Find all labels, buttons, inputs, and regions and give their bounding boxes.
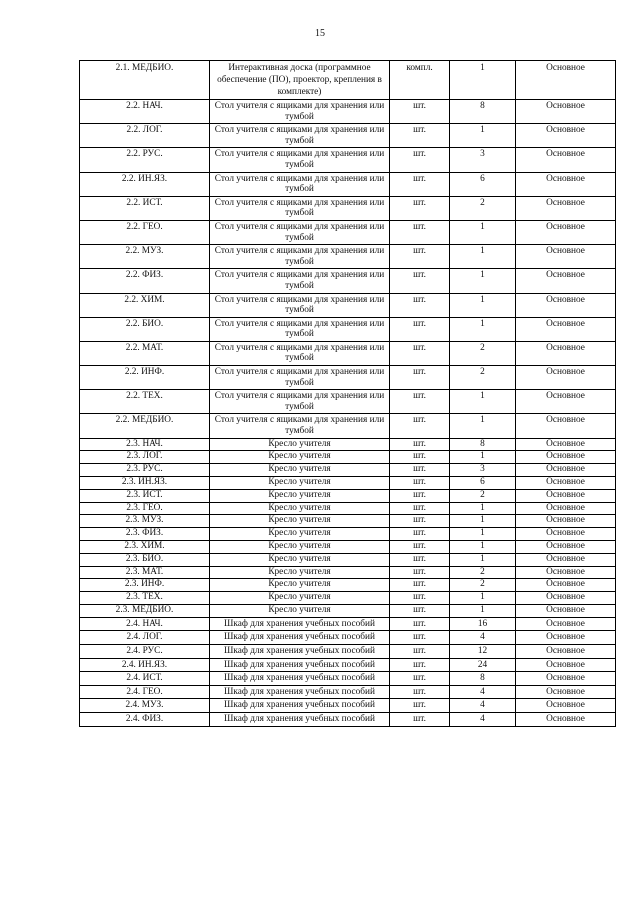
cell-unit: шт. (390, 438, 450, 451)
cell-unit: шт. (390, 489, 450, 502)
cell-name: Шкаф для хранения учебных пособий (210, 631, 390, 645)
cell-code: 2.3. РУС. (80, 464, 210, 477)
cell-unit: шт. (390, 124, 450, 148)
cell-name: Стол учителя с ящиками для хранения или тумбой (210, 220, 390, 244)
cell-code: 2.2. ЛОГ. (80, 124, 210, 148)
cell-name: Кресло учителя (210, 566, 390, 579)
cell-unit: шт. (390, 579, 450, 592)
cell-quantity: 1 (450, 451, 516, 464)
cell-name: Кресло учителя (210, 541, 390, 554)
cell-code: 2.4. ЛОГ. (80, 631, 210, 645)
cell-type: Основное (516, 515, 616, 528)
table-row (80, 390, 616, 414)
table-row (80, 341, 616, 365)
cell-unit: шт. (390, 477, 450, 490)
table-row (80, 477, 616, 490)
cell-code: 2.3. ИНФ. (80, 579, 210, 592)
cell-name: Шкаф для хранения учебных пособий (210, 617, 390, 631)
table-row (80, 245, 616, 269)
cell-code: 2.2. БИО. (80, 317, 210, 341)
cell-type: Основное (516, 712, 616, 726)
cell-name: Стол учителя с ящиками для хранения или тумбой (210, 269, 390, 293)
table-row (80, 566, 616, 579)
cell-name: Стол учителя с ящиками для хранения или тумбой (210, 317, 390, 341)
cell-quantity: 1 (450, 293, 516, 317)
cell-quantity: 24 (450, 658, 516, 672)
cell-type: Основное (516, 317, 616, 341)
cell-quantity: 1 (450, 269, 516, 293)
cell-quantity: 1 (450, 124, 516, 148)
cell-code: 2.2. МУЗ. (80, 245, 210, 269)
cell-name: Стол учителя с ящиками для хранения или тумбой (210, 148, 390, 172)
cell-name: Стол учителя с ящиками для хранения или тумбой (210, 245, 390, 269)
table-row (80, 712, 616, 726)
cell-code: 2.3. ИСТ. (80, 489, 210, 502)
cell-unit: шт. (390, 515, 450, 528)
cell-code: 2.2. РУС. (80, 148, 210, 172)
table-row (80, 672, 616, 686)
cell-code: 2.4. РУС. (80, 644, 210, 658)
cell-type: Основное (516, 293, 616, 317)
cell-type: Основное (516, 414, 616, 438)
cell-quantity: 1 (450, 502, 516, 515)
table-row (80, 685, 616, 699)
cell-quantity: 4 (450, 685, 516, 699)
table-row (80, 293, 616, 317)
cell-name: Стол учителя с ящиками для хранения или тумбой (210, 390, 390, 414)
table-row (80, 317, 616, 341)
cell-unit: шт. (390, 644, 450, 658)
cell-quantity: 1 (450, 317, 516, 341)
cell-code: 2.4. МУЗ. (80, 699, 210, 713)
table-row (80, 269, 616, 293)
cell-code: 2.3. ФИЗ. (80, 528, 210, 541)
cell-code: 2.1. МЕДБИО. (80, 61, 210, 100)
cell-name: Кресло учителя (210, 592, 390, 605)
cell-unit: шт. (390, 541, 450, 554)
cell-unit: шт. (390, 220, 450, 244)
cell-unit: шт. (390, 293, 450, 317)
cell-name: Кресло учителя (210, 438, 390, 451)
cell-unit: шт. (390, 390, 450, 414)
cell-type: Основное (516, 61, 616, 100)
cell-type: Основное (516, 477, 616, 490)
cell-type: Основное (516, 100, 616, 124)
table-row (80, 699, 616, 713)
cell-code: 2.3. ИН.ЯЗ. (80, 477, 210, 490)
cell-type: Основное (516, 489, 616, 502)
cell-name: Кресло учителя (210, 553, 390, 566)
cell-quantity: 8 (450, 672, 516, 686)
cell-unit: компл. (390, 61, 450, 100)
cell-name: Кресло учителя (210, 489, 390, 502)
table-row (80, 528, 616, 541)
table-row (80, 579, 616, 592)
cell-type: Основное (516, 644, 616, 658)
cell-unit: шт. (390, 617, 450, 631)
cell-unit: шт. (390, 196, 450, 220)
cell-name: Стол учителя с ящиками для хранения или тумбой (210, 124, 390, 148)
table-row (80, 366, 616, 390)
cell-code: 2.3. ЛОГ. (80, 451, 210, 464)
cell-type: Основное (516, 592, 616, 605)
table-row (80, 61, 616, 100)
cell-unit: шт. (390, 604, 450, 617)
cell-type: Основное (516, 464, 616, 477)
cell-unit: шт. (390, 245, 450, 269)
cell-code: 2.3. МАТ. (80, 566, 210, 579)
table-row (80, 592, 616, 605)
table-row (80, 148, 616, 172)
cell-name: Стол учителя с ящиками для хранения или тумбой (210, 172, 390, 196)
cell-quantity: 4 (450, 699, 516, 713)
table-row (80, 502, 616, 515)
cell-name: Шкаф для хранения учебных пособий (210, 644, 390, 658)
cell-quantity: 1 (450, 220, 516, 244)
table-row (80, 553, 616, 566)
cell-unit: шт. (390, 658, 450, 672)
cell-name: Шкаф для хранения учебных пособий (210, 712, 390, 726)
table-row (80, 414, 616, 438)
table-row (80, 196, 616, 220)
cell-quantity: 4 (450, 712, 516, 726)
table-row (80, 124, 616, 148)
cell-quantity: 1 (450, 553, 516, 566)
cell-code: 2.4. ФИЗ. (80, 712, 210, 726)
equipment-table-body (80, 61, 616, 727)
cell-name: Стол учителя с ящиками для хранения или тумбой (210, 100, 390, 124)
table-row (80, 617, 616, 631)
table-row (80, 489, 616, 502)
cell-code: 2.4. НАЧ. (80, 617, 210, 631)
cell-name: Шкаф для хранения учебных пособий (210, 658, 390, 672)
cell-code: 2.3. ГЕО. (80, 502, 210, 515)
cell-name: Кресло учителя (210, 579, 390, 592)
cell-type: Основное (516, 438, 616, 451)
cell-quantity: 2 (450, 566, 516, 579)
cell-name: Шкаф для хранения учебных пособий (210, 685, 390, 699)
table-row (80, 515, 616, 528)
cell-type: Основное (516, 451, 616, 464)
cell-quantity: 3 (450, 148, 516, 172)
cell-unit: шт. (390, 148, 450, 172)
cell-quantity: 4 (450, 631, 516, 645)
cell-unit: шт. (390, 341, 450, 365)
cell-code: 2.3. МЕДБИО. (80, 604, 210, 617)
cell-quantity: 1 (450, 390, 516, 414)
table-row (80, 220, 616, 244)
cell-name: Стол учителя с ящиками для хранения или тумбой (210, 341, 390, 365)
page-number: 15 (315, 28, 325, 39)
cell-type: Основное (516, 245, 616, 269)
cell-name: Кресло учителя (210, 528, 390, 541)
cell-type: Основное (516, 269, 616, 293)
cell-quantity: 1 (450, 515, 516, 528)
cell-quantity: 1 (450, 414, 516, 438)
cell-quantity: 6 (450, 477, 516, 490)
cell-name: Кресло учителя (210, 502, 390, 515)
cell-code: 2.2. ИСТ. (80, 196, 210, 220)
cell-unit: шт. (390, 699, 450, 713)
cell-code: 2.2. МЕДБИО. (80, 414, 210, 438)
cell-quantity: 1 (450, 592, 516, 605)
cell-code: 2.4. ИСТ. (80, 672, 210, 686)
cell-type: Основное (516, 553, 616, 566)
cell-type: Основное (516, 604, 616, 617)
cell-name: Кресло учителя (210, 464, 390, 477)
cell-name: Кресло учителя (210, 604, 390, 617)
table-row (80, 631, 616, 645)
cell-code: 2.3. НАЧ. (80, 438, 210, 451)
cell-type: Основное (516, 685, 616, 699)
cell-quantity: 1 (450, 61, 516, 100)
cell-unit: шт. (390, 553, 450, 566)
table-row (80, 541, 616, 554)
cell-code: 2.2. ИН.ЯЗ. (80, 172, 210, 196)
table-row (80, 100, 616, 124)
cell-unit: шт. (390, 451, 450, 464)
cell-code: 2.4. ГЕО. (80, 685, 210, 699)
cell-quantity: 16 (450, 617, 516, 631)
cell-type: Основное (516, 366, 616, 390)
table-row (80, 451, 616, 464)
cell-code: 2.2. ТЕХ. (80, 390, 210, 414)
cell-code: 2.3. ТЕХ. (80, 592, 210, 605)
cell-code: 2.2. НАЧ. (80, 100, 210, 124)
cell-unit: шт. (390, 172, 450, 196)
table-row (80, 438, 616, 451)
cell-type: Основное (516, 172, 616, 196)
cell-unit: шт. (390, 366, 450, 390)
cell-quantity: 8 (450, 100, 516, 124)
cell-type: Основное (516, 148, 616, 172)
equipment-table (79, 60, 616, 727)
cell-type: Основное (516, 196, 616, 220)
cell-type: Основное (516, 566, 616, 579)
cell-name: Кресло учителя (210, 451, 390, 464)
cell-type: Основное (516, 528, 616, 541)
cell-name: Кресло учителя (210, 477, 390, 490)
cell-unit: шт. (390, 528, 450, 541)
cell-name: Стол учителя с ящиками для хранения или тумбой (210, 366, 390, 390)
cell-unit: шт. (390, 672, 450, 686)
cell-quantity: 8 (450, 438, 516, 451)
cell-quantity: 12 (450, 644, 516, 658)
cell-type: Основное (516, 672, 616, 686)
cell-unit: шт. (390, 464, 450, 477)
cell-type: Основное (516, 502, 616, 515)
cell-code: 2.4. ИН.ЯЗ. (80, 658, 210, 672)
cell-type: Основное (516, 390, 616, 414)
cell-quantity: 1 (450, 245, 516, 269)
cell-type: Основное (516, 658, 616, 672)
cell-quantity: 3 (450, 464, 516, 477)
cell-name: Интерактивная доска (программное обеспечение (ПО), проектор, крепления в комплекте) (210, 61, 390, 100)
table-row (80, 644, 616, 658)
cell-unit: шт. (390, 685, 450, 699)
cell-name: Стол учителя с ящиками для хранения или тумбой (210, 196, 390, 220)
cell-quantity: 2 (450, 196, 516, 220)
cell-code: 2.2. ГЕО. (80, 220, 210, 244)
cell-type: Основное (516, 617, 616, 631)
cell-type: Основное (516, 699, 616, 713)
table-row (80, 464, 616, 477)
cell-type: Основное (516, 541, 616, 554)
cell-code: 2.2. ИНФ. (80, 366, 210, 390)
cell-unit: шт. (390, 502, 450, 515)
cell-type: Основное (516, 124, 616, 148)
cell-unit: шт. (390, 712, 450, 726)
cell-name: Шкаф для хранения учебных пособий (210, 699, 390, 713)
cell-name: Стол учителя с ящиками для хранения или тумбой (210, 293, 390, 317)
cell-name: Стол учителя с ящиками для хранения или тумбой (210, 414, 390, 438)
cell-code: 2.3. ХИМ. (80, 541, 210, 554)
cell-type: Основное (516, 220, 616, 244)
cell-code: 2.3. МУЗ. (80, 515, 210, 528)
cell-name: Шкаф для хранения учебных пособий (210, 672, 390, 686)
cell-quantity: 2 (450, 341, 516, 365)
cell-quantity: 2 (450, 489, 516, 502)
cell-unit: шт. (390, 269, 450, 293)
cell-unit: шт. (390, 100, 450, 124)
cell-type: Основное (516, 631, 616, 645)
cell-type: Основное (516, 341, 616, 365)
cell-unit: шт. (390, 414, 450, 438)
cell-code: 2.2. МАТ. (80, 341, 210, 365)
table-row (80, 172, 616, 196)
cell-quantity: 2 (450, 366, 516, 390)
cell-name: Кресло учителя (210, 515, 390, 528)
cell-code: 2.3. БИО. (80, 553, 210, 566)
cell-unit: шт. (390, 317, 450, 341)
cell-type: Основное (516, 579, 616, 592)
cell-code: 2.2. ФИЗ. (80, 269, 210, 293)
table-row (80, 658, 616, 672)
cell-quantity: 2 (450, 579, 516, 592)
cell-quantity: 6 (450, 172, 516, 196)
cell-unit: шт. (390, 566, 450, 579)
cell-quantity: 1 (450, 528, 516, 541)
table-row (80, 604, 616, 617)
cell-unit: шт. (390, 592, 450, 605)
cell-code: 2.2. ХИМ. (80, 293, 210, 317)
cell-quantity: 1 (450, 604, 516, 617)
cell-quantity: 1 (450, 541, 516, 554)
cell-unit: шт. (390, 631, 450, 645)
